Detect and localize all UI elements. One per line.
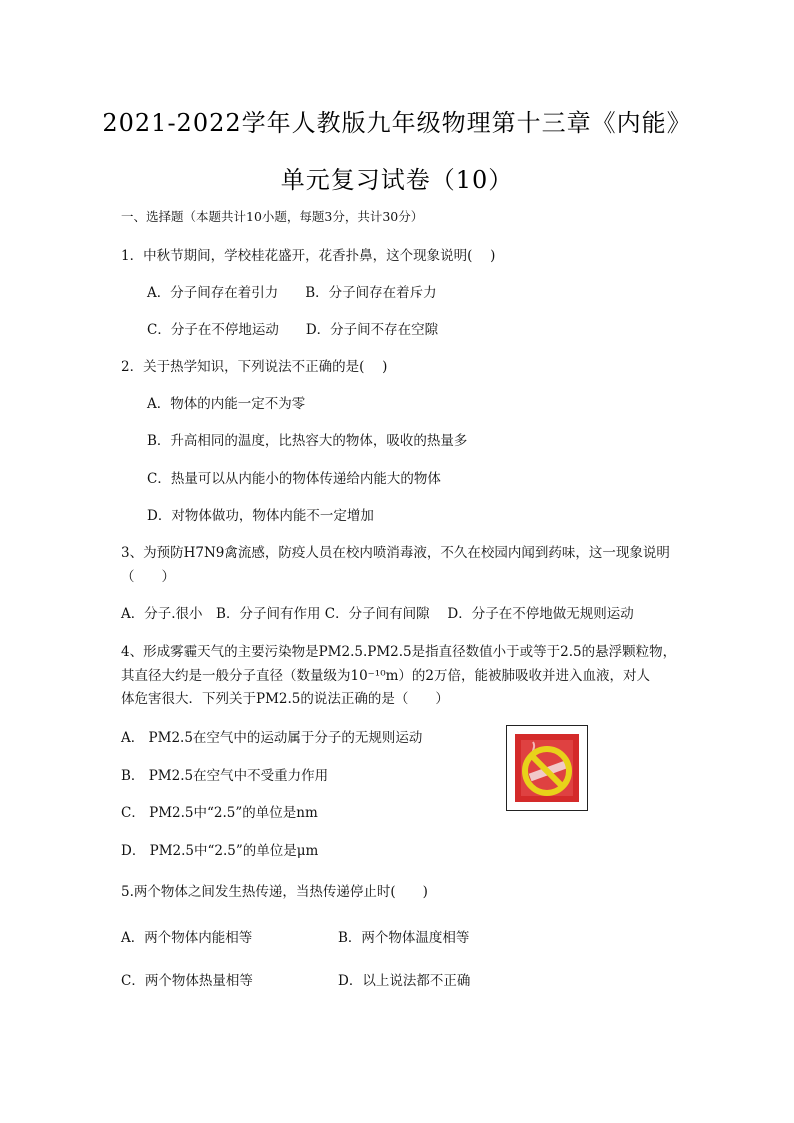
document-title-line-1: 2021-2022学年人教版九年级物理第十三章《内能》	[102, 109, 692, 137]
question-5-option-d: D．以上说法都不正确	[338, 973, 471, 989]
question-5-option-c: C．两个物体热量相等	[121, 973, 253, 989]
no-smoking-sign-icon	[515, 734, 579, 802]
question-5-option-a: A．两个物体内能相等	[121, 930, 253, 946]
question-4-figure	[506, 725, 588, 811]
document-title-line-2: 单元复习试卷（10）	[280, 166, 514, 194]
question-2-option-d: D．对物体做功，物体内能不一定增加	[147, 508, 374, 524]
question-4-stem-line-3: 体危害很大．下列关于PM2.5的说法正确的是（ ）	[121, 691, 449, 707]
question-3-options: A．分子.很小 B．分子间有作用 C．分子间有间隙 D．分子在不停地做无规则运动	[121, 606, 634, 622]
question-4-option-d: D． PM2.5中“2.5”的单位是μm	[121, 843, 319, 859]
question-3-stem: 3、为预防H7N9禽流感，防疫人员在校内喷消毒液，不久在校园内闻到药味，这一现象说明	[121, 545, 670, 561]
question-4-stem-line-1: 4、形成雾霾天气的主要污染物是PM2.5.PM2.5是指直径数值小于或等于2.5的悬浮颗粒物，	[121, 644, 677, 660]
section-heading: 一、选择题（本题共计10小题，每题3分，共计30分）	[121, 209, 424, 224]
question-4-stem-line-2: 其直径大约是一般分子直径（数量级为10⁻¹⁰m）的2万倍，能被肺吸收并进入血液，对人	[121, 668, 651, 684]
question-2-option-b: B．升高相同的温度，比热容大的物体，吸收的热量多	[147, 433, 468, 449]
question-2-stem: 2．关于热学知识，下列说法不正确的是( )	[121, 359, 388, 375]
question-4-option-c: C． PM2.5中“2.5”的单位是nm	[121, 805, 318, 821]
question-5-option-b: B．两个物体温度相等	[338, 930, 470, 946]
question-2-option-a: A．物体的内能一定不为零	[147, 396, 306, 412]
question-3-answer-paren: （ ）	[121, 569, 175, 585]
question-4-option-b: B． PM2.5在空气中不受重力作用	[121, 768, 329, 784]
question-5-stem: 5.两个物体之间发生热传递，当热传递停止时( )	[121, 884, 428, 900]
question-4-option-a: A． PM2.5在空气中的运动属于分子的无规则运动	[121, 730, 423, 746]
question-1-options-row-1: A．分子间存在着引力 B．分子间存在着斥力	[147, 285, 437, 301]
question-2-option-c: C．热量可以从内能小的物体传递给内能大的物体	[147, 471, 441, 487]
question-1-options-row-2: C．分子在不停地运动 D．分子间不存在空隙	[147, 322, 439, 338]
question-1-stem: 1．中秋节期间，学校桂花盛开，花香扑鼻，这个现象说明( )	[121, 248, 496, 264]
